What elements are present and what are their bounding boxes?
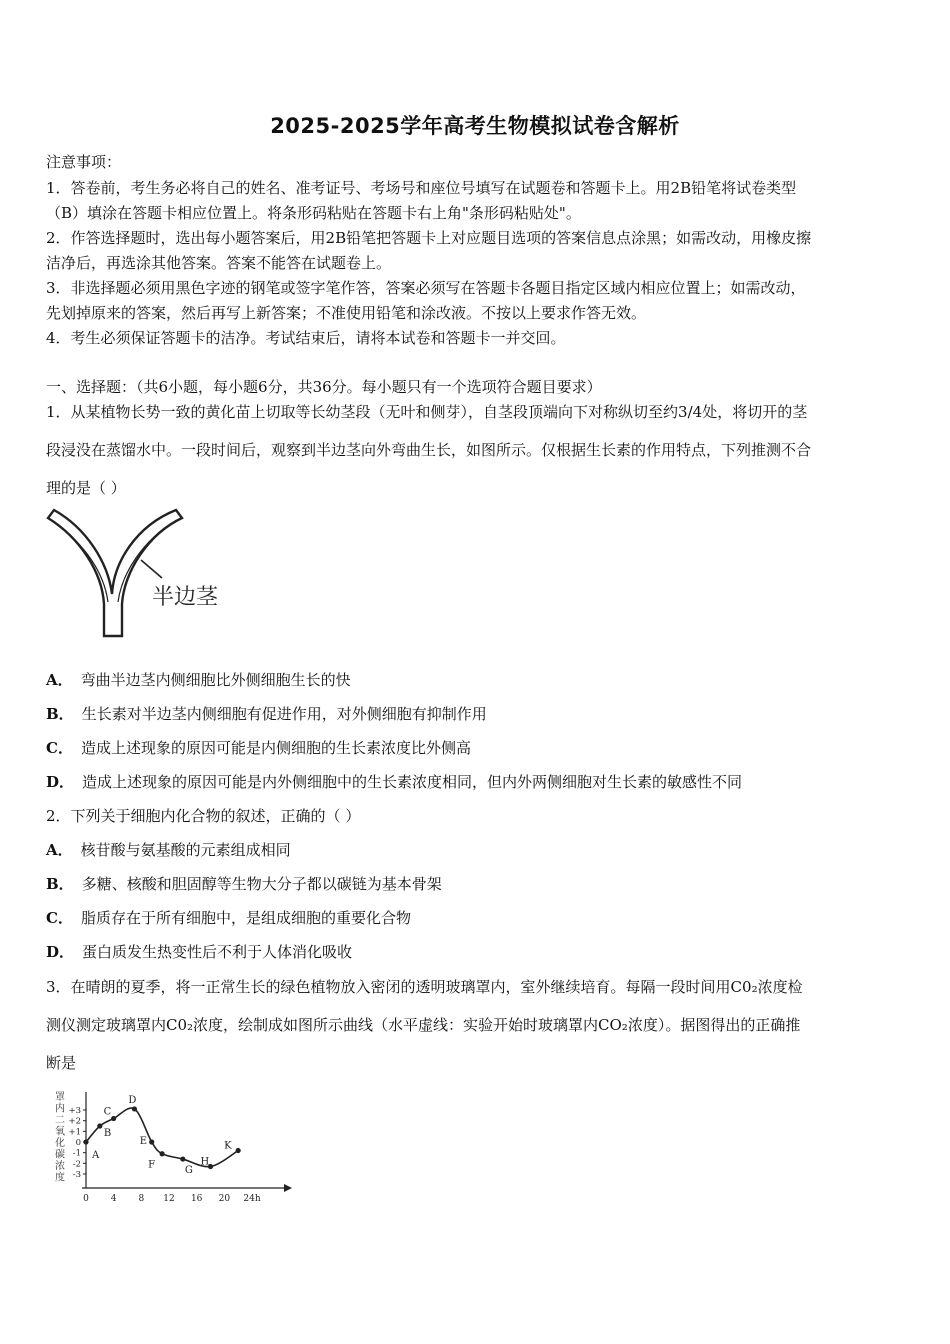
point-label: D bbox=[128, 1094, 137, 1106]
option-c bbox=[46, 907, 411, 928]
data-point bbox=[149, 1139, 154, 1144]
x-tick-label: 12 bbox=[163, 1194, 175, 1204]
half-stem-label: 半边茎 bbox=[152, 585, 219, 610]
notice-heading: 注意事项： bbox=[46, 153, 122, 171]
point-label: F bbox=[148, 1159, 156, 1171]
question-2-stem: 2．下列关于细胞内化合物的叙述，正确的（ ） bbox=[46, 807, 361, 825]
point-label: H bbox=[200, 1156, 210, 1168]
notice-line: 1．答卷前，考生务必将自己的姓名、准考证号、考场号和座位号填写在试题卷和答题卡上。用2B铅笔将试卷类型 bbox=[46, 179, 797, 197]
data-point bbox=[159, 1151, 164, 1156]
point-label: B bbox=[103, 1128, 112, 1139]
option-b bbox=[46, 873, 442, 894]
point-label: K bbox=[224, 1140, 232, 1152]
option-text: 造成上述现象的原因可能是内侧细胞的生长素浓度比外侧高 bbox=[80, 739, 471, 757]
section-heading: 一、选择题：（共6小题，每小题6分，共36分。每小题只有一个选项符合题目要求） bbox=[46, 378, 602, 396]
notice-line: 3．非选择题必须用黑色字迹的钢笔或签字笔作答，答案必须写在答题卡各题目指定区域内相应位置上；如需改动， bbox=[46, 279, 806, 297]
question-1-stem: 1．从某植物长势一致的黄化苗上切取等长幼茎段（无叶和侧芽），自茎段顶端向下对称纵切至约3/4处，将切开的茎 bbox=[46, 403, 808, 421]
option-key: B． bbox=[46, 875, 74, 893]
y-label-char: 碳 bbox=[55, 1149, 65, 1161]
option-text: 多糖、核酸和胆固醇等生物大分子都以碳链为基本骨架 bbox=[81, 875, 442, 893]
y-label-char: 化 bbox=[55, 1138, 65, 1149]
y-label-char: 浓 bbox=[55, 1161, 65, 1172]
option-key: D． bbox=[46, 773, 75, 791]
question-3-stem: 断是 bbox=[46, 1054, 77, 1072]
y-tick-label: -2 bbox=[72, 1159, 81, 1170]
y-label-char: 度 bbox=[55, 1172, 65, 1184]
option-key: B． bbox=[46, 705, 74, 723]
notice-line: （B）填涂在答题卡相应位置上。将条形码粘贴在答题卡右上角"条形码粘贴处"。 bbox=[46, 204, 581, 222]
question-1-stem: 理的是（ ） bbox=[46, 479, 126, 497]
question-3-stem: 3．在晴朗的夏季，将一正常生长的绿色植物放入密闭的透明玻璃罩内，室外继续培育。每隔一段时间用C0₂浓度检 bbox=[46, 978, 803, 996]
question-1-stem: 段浸没在蒸馏水中。一段时间后，观察到半边茎向外弯曲生长，如图所示。仅根据生长素的作用特点，下列推测不合 bbox=[46, 441, 812, 459]
x-tick-label: 4 bbox=[110, 1194, 117, 1204]
y-label-char: 二 bbox=[55, 1115, 65, 1126]
notice-line: 2．作答选择题时，选出每小题答案后，用2B铅笔把答题卡上对应题目选项的答案信息点涂黑；如需改动，用橡皮擦 bbox=[46, 229, 812, 247]
page-title: 2025-2025学年高考生物模拟试卷含解析 bbox=[270, 114, 680, 138]
co2-concentration-chart bbox=[48, 1088, 298, 1208]
y-tick-label: 0 bbox=[75, 1138, 81, 1148]
y-tick-label: -1 bbox=[72, 1148, 81, 1159]
option-text: 造成上述现象的原因可能是内外侧细胞中的生长素浓度相同，但内外两侧细胞对生长素的敏感性不同 bbox=[82, 773, 743, 791]
data-point bbox=[97, 1123, 102, 1128]
chart-y-axis-label bbox=[55, 1091, 65, 1184]
x-tick-label: 16 bbox=[190, 1194, 203, 1204]
question-3-stem: 测仪测定玻璃罩内C0₂浓度，绘制成如图所示曲线（水平虚线：实验开始时玻璃罩内CO₂浓度）。据图得出的正确推 bbox=[46, 1016, 801, 1034]
data-point bbox=[83, 1139, 88, 1144]
option-d bbox=[46, 771, 742, 792]
point-label: A bbox=[92, 1150, 100, 1161]
x-axis-arrow bbox=[284, 1184, 292, 1192]
y-label-char: 罩 bbox=[55, 1092, 65, 1103]
point-label: G bbox=[184, 1165, 193, 1177]
notice-line: 4．考生必须保证答题卡的洁净。考试结束后，请将本试卷和答题卡一并交回。 bbox=[46, 329, 566, 347]
option-b bbox=[46, 703, 487, 724]
y-label-char: 内 bbox=[55, 1103, 65, 1115]
x-tick-label: 0 bbox=[83, 1194, 89, 1204]
option-a bbox=[46, 839, 291, 860]
option-c bbox=[46, 737, 471, 758]
option-text: 核苷酸与氨基酸的元素组成相同 bbox=[80, 841, 291, 859]
data-point bbox=[111, 1116, 116, 1121]
option-text: 生长素对半边茎内侧细胞有促进作用，对外侧细胞有抑制作用 bbox=[81, 705, 487, 723]
data-point bbox=[236, 1148, 241, 1153]
data-point bbox=[132, 1106, 137, 1111]
option-text: 弯曲半边茎内侧细胞比外侧细胞生长的快 bbox=[80, 671, 351, 689]
y-tick-label: +2 bbox=[68, 1116, 81, 1127]
x-tick-label: 20 bbox=[218, 1194, 231, 1204]
point-label: E bbox=[139, 1136, 148, 1147]
option-text: 蛋白质发生热变性后不利于人体消化吸收 bbox=[82, 943, 353, 961]
option-text: 脂质存在于所有细胞中，是组成细胞的重要化合物 bbox=[80, 909, 411, 927]
notice-line: 先划掉原来的答案，然后再写上新答案；不准使用铅笔和涂改液。不按以上要求作答无效。 bbox=[46, 304, 647, 322]
option-key: A． bbox=[46, 671, 73, 689]
half-stem-figure bbox=[44, 506, 234, 644]
option-key: A． bbox=[46, 841, 73, 859]
option-key: D． bbox=[46, 943, 75, 961]
x-tick-label: 8 bbox=[138, 1194, 145, 1204]
option-key: C． bbox=[46, 909, 73, 927]
y-tick-label: -3 bbox=[72, 1170, 81, 1180]
y-tick-label: +1 bbox=[68, 1127, 81, 1138]
y-label-char: 氧 bbox=[55, 1126, 65, 1138]
data-point bbox=[180, 1156, 185, 1161]
option-d bbox=[46, 941, 352, 962]
point-label: C bbox=[103, 1106, 112, 1118]
x-tick-label: 24h bbox=[243, 1194, 261, 1204]
option-a bbox=[46, 669, 351, 690]
notice-line: 洁净后，再选涂其他答案。答案不能答在试题卷上。 bbox=[46, 254, 392, 272]
y-tick-label: +3 bbox=[68, 1106, 81, 1116]
option-key: C． bbox=[46, 739, 73, 757]
